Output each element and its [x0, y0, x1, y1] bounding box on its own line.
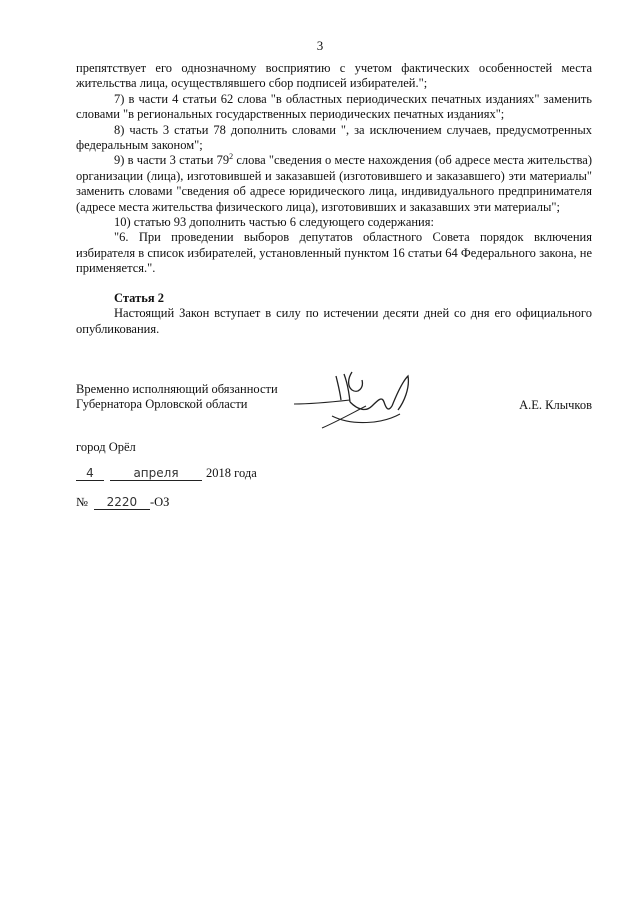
- number-sign: №: [76, 495, 88, 509]
- page-number: 3: [316, 38, 324, 53]
- paragraph-5: 10) статью 93 дополнить частью 6 следующего содержания:: [114, 215, 434, 230]
- article-heading: Статья 2: [114, 290, 164, 305]
- date-year: 2018 года: [206, 466, 257, 480]
- document-number: 2220: [94, 496, 150, 510]
- date-day: 4: [76, 467, 104, 481]
- paragraph-3: 8) часть 3 статьи 78 дополнить словами ", за исключением случаев, предусмотренных федеральным законом";: [76, 122, 592, 153]
- document-body: [76, 61, 592, 337]
- paragraph-4-rest: слова "сведения о месте нахождения (об адресе места жительства) организации (лица), изготовившей и заказавшей (изготовившего и заказавшего) эти материалы" заменить словами "сведения об адресе юридического лица, индивидуального предпринимателя (адресе места жительства физического лица), изготовивших и заказавших эти материалы";: [76, 153, 592, 214]
- superscript: 2: [229, 152, 234, 162]
- paragraph-4-prefix: 9) в части 3 статьи 79: [114, 153, 230, 168]
- city: город Орёл: [76, 440, 136, 454]
- handwritten-signature: [292, 366, 422, 443]
- paragraph-6: "6. При проведении выборов депутатов областного Совета порядок включения избирателя в список избирателей, установленный пунктом 16 статьи 64 Федерального закона, не применяется.".: [76, 230, 592, 276]
- paragraph-4: [76, 153, 592, 215]
- number-suffix: -ОЗ: [149, 495, 170, 509]
- position-line-2: Губернатора Орловской области: [76, 397, 248, 412]
- paragraph-2: 7) в части 4 статьи 62 слова "в областных периодических печатных изданиях" заменить словами "в региональных государственных периодических печатных изданиях";: [76, 91, 592, 122]
- date-line: [76, 466, 257, 481]
- signatory-name: А.Е. Клычков: [519, 398, 592, 412]
- document-number-line: [76, 495, 169, 510]
- date-month: апреля: [110, 467, 202, 481]
- signatory-position: [76, 382, 278, 413]
- position-line-1: Временно исполняющий обязанности: [76, 382, 278, 396]
- paragraph-1: препятствует его однозначному восприятию с учетом фактических особенностей места жительства лица, осуществлявшего сбор подписей избирателей.";: [76, 61, 592, 91]
- article-text: Настоящий Закон вступает в силу по истечении десяти дней со дня его официального опубликования.: [76, 306, 592, 336]
